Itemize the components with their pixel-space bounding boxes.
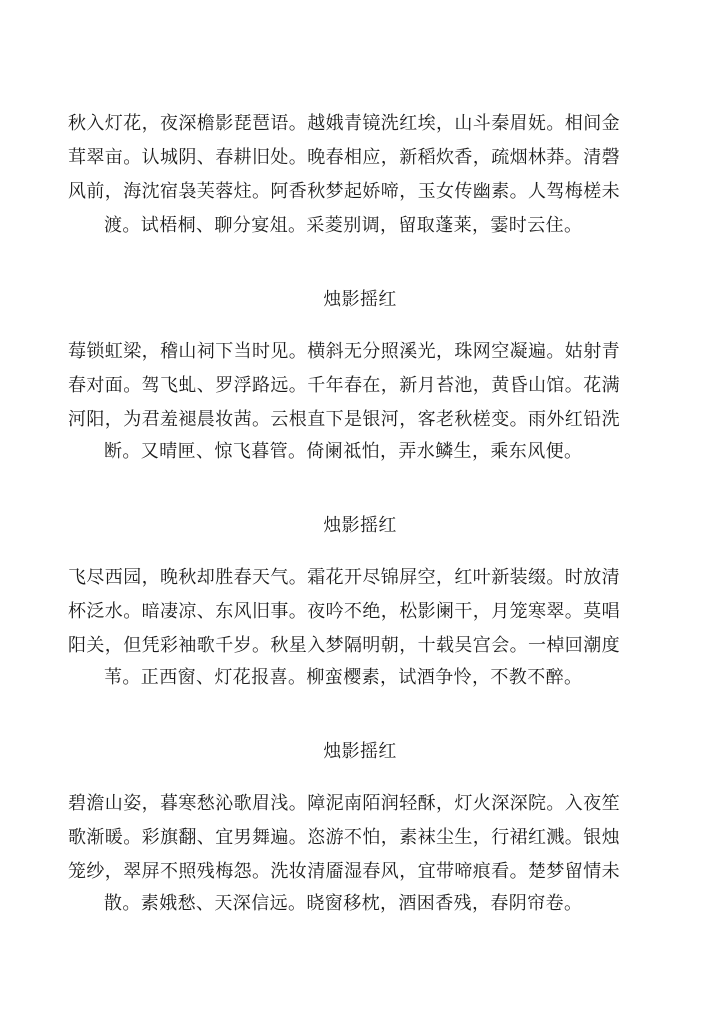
poem-line: 阳关，但凭彩袖歌千岁。秋星入梦隔明朝，十载吴宫会。一棹回潮度 <box>68 635 620 656</box>
poem-line: 飞尽西园，晚秋却胜春天气。霜花开尽锦屏空，红叶新装缀。时放清 <box>68 567 620 588</box>
poem-line: 春对面。驾飞虬、罗浮路远。千年春在，新月苔池，黄昏山馆。花满 <box>68 375 620 396</box>
poem-title: 烛影摇红 <box>323 515 397 536</box>
poem-line: 河阳，为君羞褪晨妆茜。云根直下是银河，客老秋槎变。雨外红铅洗 <box>68 409 620 430</box>
poem-line: 散。素娥愁、天深信远。晓窗移枕，酒困香残，春阴帘卷。 <box>104 893 583 914</box>
poem-line: 渡。试梧桐、聊分宴俎。采菱别调，留取蓬莱，霎时云住。 <box>104 215 583 236</box>
poem-title: 烛影摇红 <box>323 289 397 310</box>
poem-line: 莓锁虹梁，稽山祠下当时见。横斜无分照溪光，珠网空凝遍。姑射青 <box>68 341 620 362</box>
poem-line: 断。又晴匣、惊飞暮管。倚阑祗怕，弄水鳞生，乘东风便。 <box>104 441 583 462</box>
poem-line: 笼纱，翠屏不照残梅怨。洗妆清靥湿春风，宜带啼痕看。楚梦留情未 <box>68 861 620 882</box>
poem-line: 茸翠亩。认城阴、春耕旧处。晚春相应，新稻炊香，疏烟林莽。清磬 <box>68 147 620 168</box>
poem-line: 杯泛水。暗凄凉、东风旧事。夜吟不绝，松影阑干，月笼寒翠。莫唱 <box>68 601 620 622</box>
poem-title: 烛影摇红 <box>323 741 397 762</box>
poem-line: 碧澹山姿，暮寒愁沁歌眉浅。障泥南陌润轻酥，灯火深深院。入夜笙 <box>68 793 620 814</box>
poem-line: 秋入灯花，夜深檐影琵琶语。越娥青镜洗红埃，山斗秦眉妩。相间金 <box>68 113 620 134</box>
poem-line: 苇。正西窗、灯花报喜。柳蛮樱素，试酒争怜，不教不醉。 <box>104 667 583 688</box>
poem-line: 风前，海沈宿袅芙蓉炷。阿香秋梦起娇啼，玉女传幽素。人驾梅槎未 <box>68 181 620 202</box>
poem-line: 歌渐暖。彩旗翻、宜男舞遍。恣游不怕，素袜尘生，行裙红溅。银烛 <box>68 827 620 848</box>
